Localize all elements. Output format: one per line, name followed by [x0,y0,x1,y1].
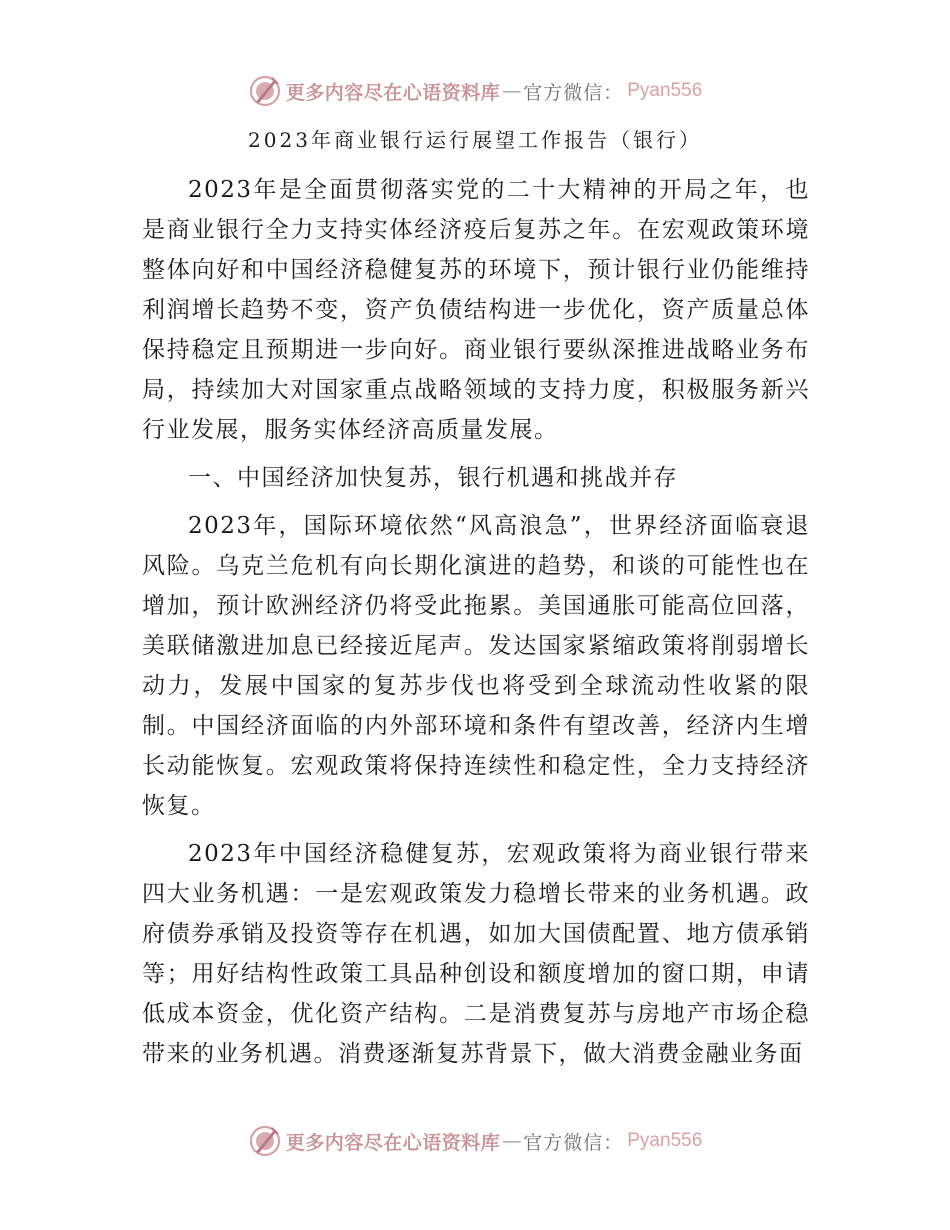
pen-logo-icon [248,1124,282,1158]
banner-dash: — [502,1130,522,1152]
section-heading-1: 一、中国经济加快复苏，银行机遇和挑战并存 [188,465,678,491]
paragraph-intro: 2023年是全面贯彻落实党的二十大精神的开局之年，也是商业银行全力支持实体经济疫后复苏之年。在宏观政策环境整体向好和中国经济稳健复苏的环境下，预计银行业仍能维持利润增长趋势不变，资产负债结构进一步优化，资产质量总体保持稳定且预期进一步向好。商业银行要纵深推进战略业务布局，持续加大对国家重点战略领域的支持力度，积极服务新兴行业发展，服务实体经济高质量发展。 [142,177,810,443]
paragraph-international: 2023年，国际环境依然“风高浪急”，世界经济面临衰退风险。乌克兰危机有向长期化演进的趋势，和谈的可能性也在增加，预计欧洲经济仍将受此拖累。美国通胀可能高位回落，美联储激进加息已经接近尾声。发达国家紧缩政策将削弱增长动力，发展中国家的复苏步伐也将受到全球流动性收紧的限制。中国经济面临的内外部环境和条件有望改善，经济内生增长动能恢复。宏观政策将保持连续性和稳定性，全力支持经济恢复。 [142,513,810,819]
document-title: 2023年商业银行运行展望工作报告（银行） [248,128,702,152]
banner-wechat-id: Pyan556 [627,1130,703,1151]
banner-wechat-label: 官方微信： [523,1131,624,1154]
banner-wechat-id: Pyan556 [627,80,703,101]
pen-logo-icon [248,74,282,108]
banner-dash: — [502,80,522,102]
header-watermark-banner [0,74,950,108]
document-body [142,170,810,1082]
paragraph-opportunities: 2023年中国经济稳健复苏，宏观政策将为商业银行带来四大业务机遇：一是宏观政策发力稳增长带来的业务机遇。政府债券承销及投资等存在机遇，如加大国债配置、地方债承销等；用好结构性政策工具品种创设和额度增加的窗口期，申请低成本资金，优化资产结构。二是消费复苏与房地产市场企稳带来的业务机遇。消费逐渐复苏背景下，做大消费金融业务面 [142,841,810,1067]
banner-wechat-label: 官方微信： [523,81,624,104]
banner-brand-text: 更多内容尽在心语资料库 [285,1131,501,1154]
banner-brand-text: 更多内容尽在心语资料库 [285,81,501,104]
footer-watermark-banner [0,1124,950,1158]
